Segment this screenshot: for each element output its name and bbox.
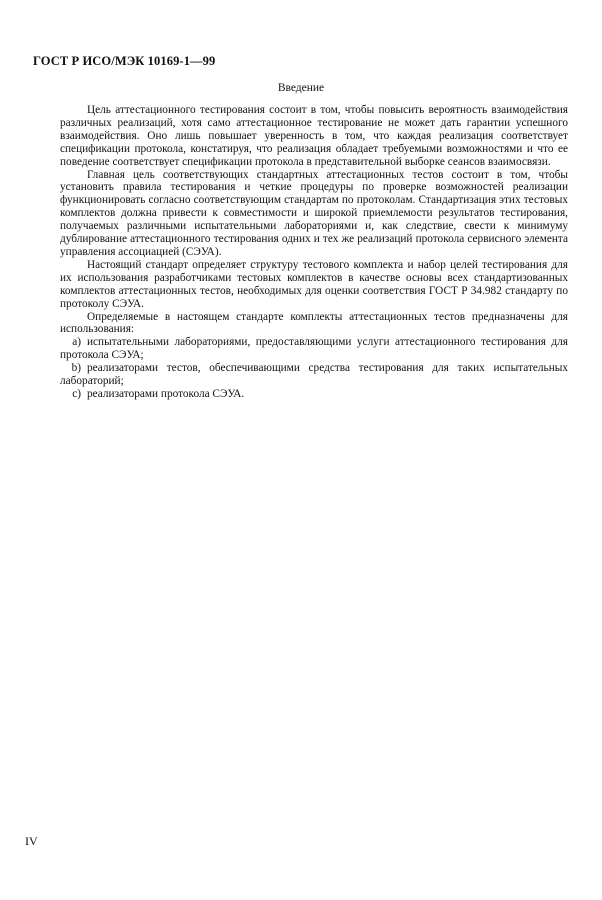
- page-number: IV: [25, 834, 38, 848]
- list-item-marker: c): [72, 387, 81, 400]
- paragraph: Цель аттестационного тестирования состоит в том, чтобы повысить вероятность взаимодействия различных реализаций, хотя само аттестационное тестирование не может дать гарантии успешного взаимодействия. Оно лишь повышает уверенность в том, что каждая реализация соответствует спецификации протокола, констатируя, что реализация обладает требуемыми возможностями и что ее поведение соответствует спецификации протокола в представительной выборке сеансов взаимосвязи.: [60, 104, 568, 168]
- list-item-text: реализаторами тестов, обеспечивающими средства тестирования для таких испытательных лабораторий;: [60, 362, 568, 388]
- document-header: ГОСТ Р ИСО/МЭК 10169-1—99: [33, 54, 216, 68]
- list-item: [60, 362, 568, 388]
- list-item: [60, 388, 568, 401]
- list-item-text: реализаторами протокола СЭУА.: [87, 387, 245, 400]
- list-item-text: испытательными лабораториями, предоставляющими услуги аттестационного тестирования для протокола СЭУА;: [60, 336, 568, 362]
- section-title: Введение: [277, 82, 325, 94]
- document-body: [60, 104, 568, 401]
- list-item-marker: b): [71, 362, 81, 375]
- list-item-marker: a): [72, 336, 81, 349]
- paragraph: Настоящий стандарт определяет структуру тестового комплекта и набор целей тестирования для их использования разработчиками тестовых комплектов в качестве основы всех стандартизованных комплектов аттестационных тестов, необходимых для оценки соответствия ГОСТ Р 34.982 стандарту по протоколу СЭУА.: [60, 258, 568, 310]
- paragraph: Главная цель соответствующих стандартных аттестационных тестов состоит в том, чтобы установить правила тестирования и четкие процедуры по проверке возможностей реализации функционировать согласно соответствующим стандартам по протоколам. Стандартизация этих тестовых комплектов должна привести к совместимости и широкой приемлемости результатов тестирования, получаемых различными испытательными лабораториями и, как следствие, свести к минимуму дублирование аттестационного тестирования одних и тех же реализаций протокола сервисного элемента управления ассоциацией (СЭУА).: [60, 168, 568, 258]
- paragraph: Определяемые в настоящем стандарте комплекты аттестационных тестов предназначены для использования:: [60, 310, 568, 336]
- list-item: [60, 336, 568, 362]
